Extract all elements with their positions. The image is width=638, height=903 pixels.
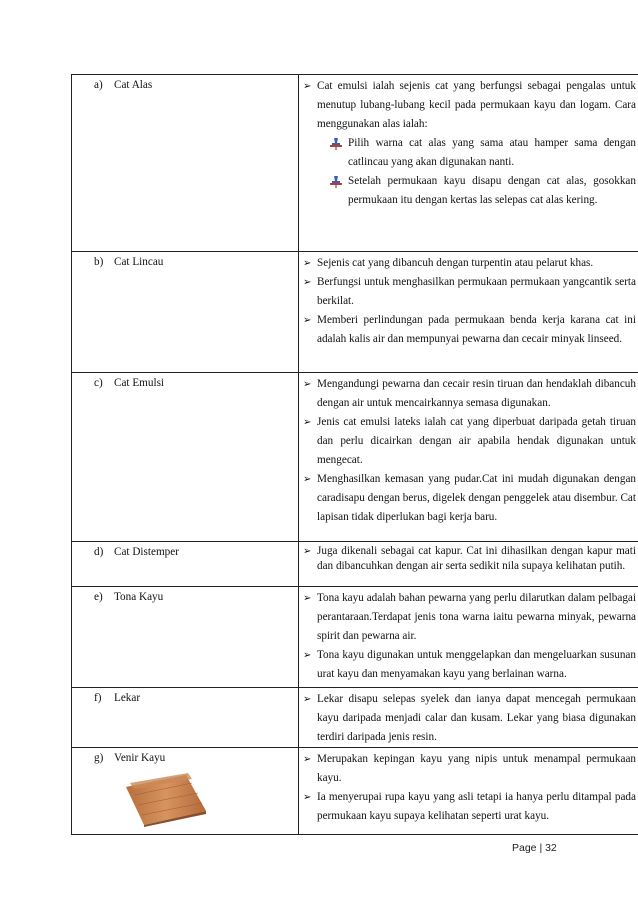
list-item: ➢ Ia menyerupai rupa kayu yang asli tetapi ia hanya perlu ditampal pada permukaan kayu supaya kelihatan seperti urat kayu. bbox=[303, 788, 636, 826]
term-cell bbox=[72, 587, 299, 688]
pushpin-icon bbox=[329, 137, 344, 153]
row-letter: b) bbox=[94, 256, 104, 268]
sub-list-item: Setelah permukaan kayu disapu dengan cat alas, gosokkan permukaan itu dengan kertas las selepas cat alas kering. bbox=[329, 172, 636, 210]
table-row bbox=[72, 542, 638, 587]
pushpin-icon bbox=[329, 175, 344, 191]
table-row bbox=[72, 688, 638, 748]
list-item: ➢ Cat emulsi ialah sejenis cat yang berfungsi sebagai pengalas untuk menutup lubang-lubang kecil pada permukaan kayu dan logam. Cara menggunakan alas ialah: bbox=[303, 77, 636, 134]
arrow-bullet-icon: ➢ bbox=[303, 81, 312, 92]
arrow-bullet-icon: ➢ bbox=[303, 650, 312, 661]
row-letter: d) bbox=[94, 546, 104, 558]
term-cell bbox=[72, 542, 299, 587]
description-cell bbox=[299, 587, 638, 688]
row-letter: e) bbox=[94, 591, 103, 603]
list-item: ➢ Sejenis cat yang dibancuh dengan turpentin atau pelarut khas. bbox=[303, 254, 636, 273]
term-name: Cat Alas bbox=[114, 79, 153, 91]
term-cell bbox=[72, 688, 299, 748]
list-item: ➢ Tona kayu adalah bahan pewarna yang perlu dilarutkan dalam pelbagai perantaraan.Terdapat jenis tona warna iaitu pewarna minyak, pewarna spirit dan pewarna air. bbox=[303, 589, 636, 646]
row-letter: c) bbox=[94, 377, 103, 389]
wood-veneer-image bbox=[116, 773, 210, 827]
arrow-bullet-icon: ➢ bbox=[303, 474, 312, 485]
arrow-bullet-icon: ➢ bbox=[303, 417, 312, 428]
arrow-bullet-icon: ➢ bbox=[303, 315, 312, 326]
term-name: Tona Kayu bbox=[114, 591, 164, 603]
term-cell bbox=[72, 252, 299, 373]
table-row bbox=[72, 75, 638, 252]
description-cell bbox=[299, 542, 638, 587]
term-name: Lekar bbox=[114, 692, 141, 704]
list-item: ➢ Tona kayu digunakan untuk menggelapkan dan mengeluarkan susunan urat kayu dan menyamakan kayu yang berlainan warna. bbox=[303, 646, 636, 684]
table-row bbox=[72, 373, 638, 542]
list-item: ➢ Merupakan kepingan kayu yang nipis untuk menampal permukaan kayu. bbox=[303, 750, 636, 788]
table-row bbox=[72, 587, 638, 688]
list-item: ➢ Juga dikenali sebagai cat kapur. Cat ini dihasilkan dengan kapur mati dan dibancuhkan dengan air serta sedikit nila supaya kelihatan putih. bbox=[303, 545, 636, 572]
page-number: Page | 32 bbox=[512, 842, 557, 854]
table-row bbox=[72, 252, 638, 373]
materials-table bbox=[71, 74, 638, 835]
row-letter: a) bbox=[94, 79, 103, 91]
term-cell bbox=[72, 748, 299, 835]
arrow-bullet-icon: ➢ bbox=[303, 379, 312, 390]
description-cell bbox=[299, 688, 638, 748]
term-name: Cat Emulsi bbox=[114, 377, 165, 389]
description-cell bbox=[299, 373, 638, 542]
row-letter: f) bbox=[94, 692, 102, 704]
list-item: ➢ Memberi perlindungan pada permukaan benda kerja karana cat ini adalah kalis air dan mempunyai pewarna dan cecair minyak linseed. bbox=[303, 311, 636, 349]
description-cell bbox=[299, 748, 638, 835]
row-letter: g) bbox=[94, 752, 104, 764]
description-cell bbox=[299, 252, 638, 373]
list-item: ➢ Jenis cat emulsi lateks ialah cat yang diperbuat daripada getah tiruan dan perlu dicairkan dengan air apabila hendak digunakan untuk mengecat. bbox=[303, 413, 636, 470]
arrow-bullet-icon: ➢ bbox=[303, 546, 312, 557]
arrow-bullet-icon: ➢ bbox=[303, 694, 312, 705]
table-row bbox=[72, 748, 638, 835]
term-name: Venir Kayu bbox=[114, 752, 166, 764]
sub-list-item: Pilih warna cat alas yang sama atau hamper sama dengan catlincau yang akan digunakan nanti. bbox=[329, 134, 636, 172]
term-cell bbox=[72, 75, 299, 252]
arrow-bullet-icon: ➢ bbox=[303, 258, 312, 269]
arrow-bullet-icon: ➢ bbox=[303, 792, 312, 803]
arrow-bullet-icon: ➢ bbox=[303, 754, 312, 765]
description-cell bbox=[299, 75, 638, 252]
arrow-bullet-icon: ➢ bbox=[303, 277, 312, 288]
term-name: Cat Distemper bbox=[114, 546, 179, 558]
term-cell bbox=[72, 373, 299, 542]
list-item: ➢ Mengandungi pewarna dan cecair resin tiruan dan hendaklah dibancuh dengan air untuk mencairkannya semasa digunakan. bbox=[303, 375, 636, 413]
arrow-bullet-icon: ➢ bbox=[303, 593, 312, 604]
list-item: ➢ Berfungsi untuk menghasilkan permukaan permukaan yangcantik serta berkilat. bbox=[303, 273, 636, 311]
list-item: ➢ Lekar disapu selepas syelek dan ianya dapat mencegah permukaan kayu daripada menjadi calar dan kusam. Lekar yang biasa digunakan terdiri daripada jenis resin. bbox=[303, 690, 636, 747]
list-item: ➢ Menghasilkan kemasan yang pudar.Cat ini mudah digunakan dengan caradisapu dengan berus, digelek dengan penggelek atau disembur. Cat lapisan tidak diperlukan bagi kerja baru. bbox=[303, 470, 636, 527]
term-name: Cat Lincau bbox=[114, 256, 164, 268]
